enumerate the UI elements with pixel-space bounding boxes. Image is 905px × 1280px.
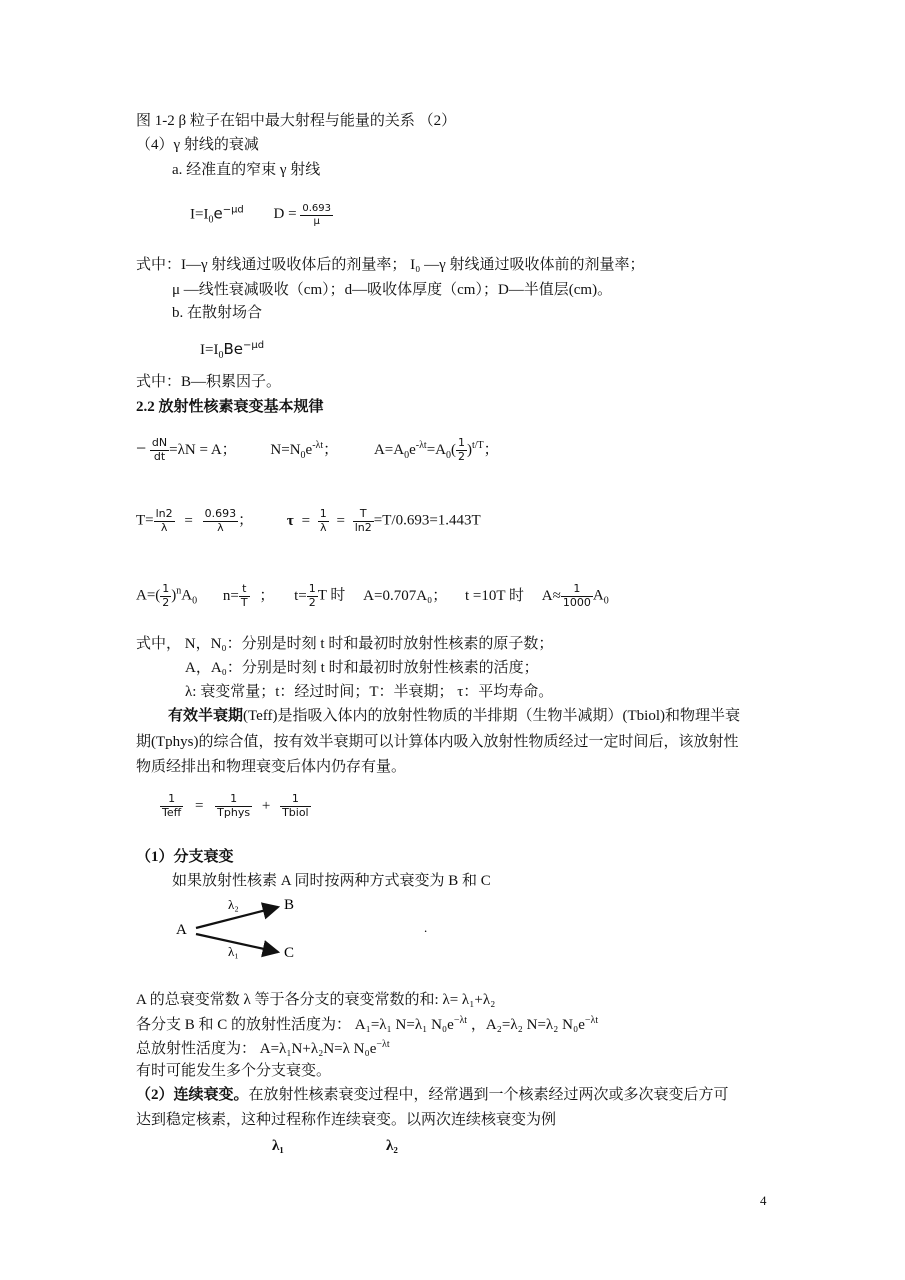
figure-caption: 图 1-2 β 粒子在铝中最大射程与能量的关系 （2） <box>136 113 457 129</box>
lambda-2-label: λ₂ <box>386 1138 398 1154</box>
item-b: b. 在散射场合 <box>172 305 263 321</box>
branch-heading: （1）分支衰变 <box>136 849 234 865</box>
branch-diagram <box>170 892 470 966</box>
where-text-6: λ: 衰变常量；t：经过时间；T：半衰期； τ：平均寿命。 <box>185 684 554 700</box>
stray-dot: . <box>424 920 428 935</box>
lambda-label-top: λ₂ <box>228 897 239 912</box>
branch-line-4: 有时可能发生多个分支衰变。 <box>136 1063 332 1079</box>
equation-narrow-beam: $I=I_0e^{-\mu d}$ D = $\frac{0.693}{\mu}$ <box>190 203 331 227</box>
branch-line-1: A 的总衰变常数 λ 等于各分支的衰变常数的和: λ= λ₁+λ₂ <box>136 992 496 1008</box>
effective-half-life-line-3: 物质经排出和物理衰变后体内仍存有量。 <box>136 759 407 775</box>
branch-intro: 如果放射性核素 A 同时按两种方式衰变为 B 和 C <box>172 873 491 889</box>
branch-line-3: 总放射性活度为： A=λ₁N+λ₂N=λ $N_0e^{-\lambda t}$ <box>136 1039 390 1057</box>
continuous-decay-line-1: （2）连续衰变。在放射性核素衰变过程中，经常遇到一个核素经过两次或多次衰变后方可 <box>136 1087 729 1103</box>
node-a: A <box>176 922 187 938</box>
page-number: 4 <box>760 1193 767 1208</box>
equation-decay-law: − $\frac{dN}{dt}$ =λN = A； $N=N_0e^{-\lambda t}$； $A=A_0e^{-\lambda t}=A_0$( $\frac{1}{2}$ )$^{t/T}$； <box>136 436 499 464</box>
equation-fraction-remaining: A=( $\frac{1}{2}$ )$^nA_0$ n= $\frac{t}{T}$ ； t= $\frac{1}{2}$ T 时 A=0.707A₀； t =10T 时 A≈ $\frac{1}{1000}$ $A_0$ <box>136 582 609 609</box>
where-text-1: 式中：I—γ 射线通过吸收体后的剂量率； I₀ —γ 射线通过吸收体前的剂量率； <box>136 257 645 273</box>
lambda-1-label: λ₁ <box>272 1138 284 1154</box>
equation-scatter: $I=I_0Be^{-\mu d}$ <box>200 340 265 361</box>
branch-line-2: 各分支 B 和 C 的放射性活度为： A₁=λ₁ N=λ₁ $N_0e^{-\lambda t}$ ，A₂=λ₂ N=λ₂ $N_0e^{-\lambda t}$ <box>136 1015 599 1033</box>
where-text-2: μ —线性衰减吸收（cm）；d—吸收体厚度（cm）；D—半值层(cm)。 <box>172 282 613 298</box>
section-heading-2-2: 2.2 放射性核素衰变基本规律 <box>136 399 324 415</box>
node-b: B <box>284 897 295 913</box>
equation-half-life: T= $\frac{\ln 2}{\lambda}$ = $\frac{0.693}{\lambda}$ ； τ = $\frac{1}{\lambda}$ = $\frac{T}{\ln 2}$ =T/0.693=1.443T <box>136 507 481 534</box>
lambda-label-bottom: λ₁ <box>228 944 239 959</box>
effective-half-life-line-2: 期(Tphys)的综合值，按有效半衰期可以计算体内吸入放射性物质经过一定时间后，该放射性 <box>136 734 739 750</box>
fraction-half-value: $\frac{0.693}{\mu}$ <box>302 203 331 227</box>
gamma-heading: （4）γ 射线的衰减 <box>136 137 259 153</box>
where-text-4: 式中， N，N₀：分别是时刻 t 时和最初时放射性核素的原子数； <box>136 636 554 652</box>
continuous-decay-line-2: 达到稳定核素，这种过程称作连续衰变。以两次连续核衰变为例 <box>136 1112 557 1128</box>
equation-effective-half-life: $\frac{1}{\text{Teff}}$ = $\frac{1}{\text{Tphys}}$ + $\frac{1}{\text{Tbiol}}$ <box>162 792 309 819</box>
where-text-3: 式中：B—积累因子。 <box>136 374 282 390</box>
where-text-5: A，A₀：分别是时刻 t 时和最初时放射性核素的活度； <box>185 660 539 676</box>
node-c: C <box>284 945 295 961</box>
effective-half-life-line-1: 有效半衰期(Teff)是指吸入体内的放射性物质的半排期（生物半减期）(Tbiol)和物理半衰 <box>168 708 740 724</box>
item-a: a. 经准直的窄束 γ 射线 <box>172 162 321 178</box>
